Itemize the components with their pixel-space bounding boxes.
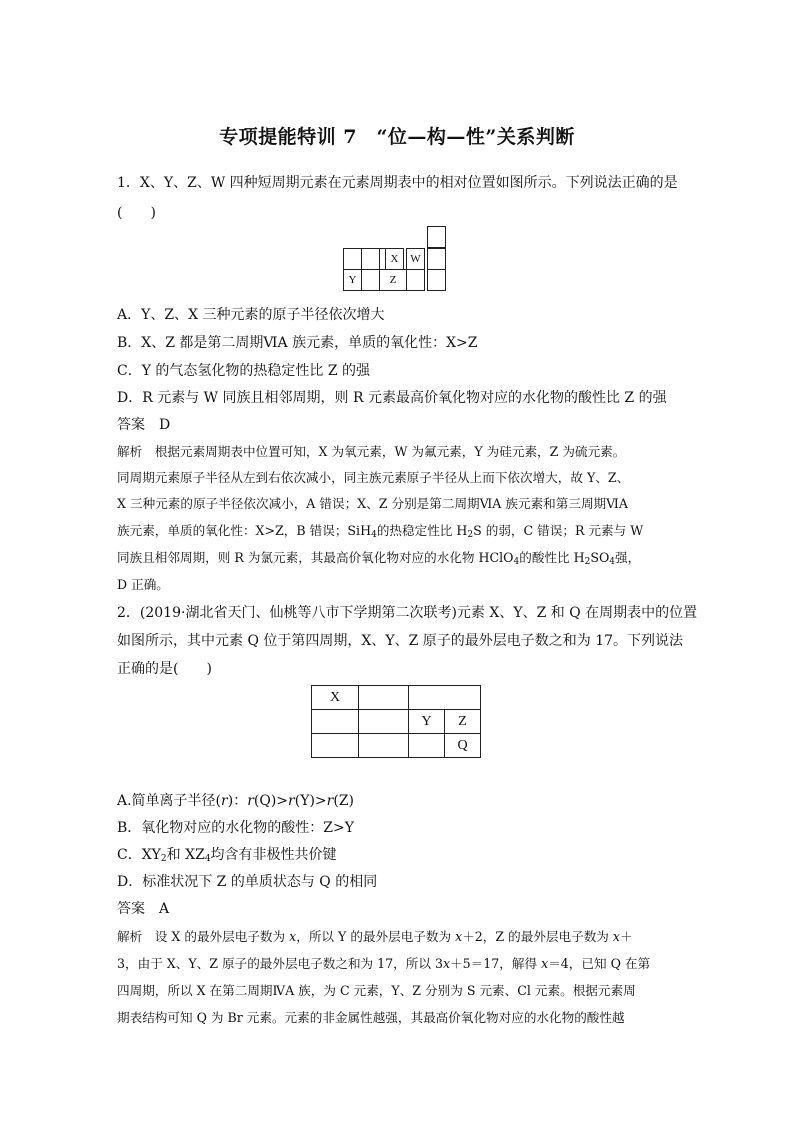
- q1-cell-x: X: [385, 248, 404, 270]
- q1-option-b: B．X、Z 都是第二周期ⅥA 族元素，单质的氧化性：X>Z: [117, 335, 478, 351]
- q2-cell-x: X: [311, 685, 359, 710]
- q2-explanation-line1: 解析 设 X 的最外层电子数为 x，所以 Y 的最外层电子数为 x＋2，Z 的最外层电子数为 x＋: [117, 929, 633, 944]
- q1-cell-empty: [406, 269, 425, 291]
- q2-stem-line2: 如图所示，其中元素 Q 位于第四周期，X、Y、Z 原子的最外层电子数之和为 17。下列说法: [117, 633, 684, 649]
- q1-cell-empty: [427, 269, 446, 291]
- q2-cell-empty: [358, 685, 409, 710]
- q1-stem-line1: 1．X、Y、Z、W 四种短周期元素在元素周期表中的相对位置如图所示。下列说法正确的是: [117, 175, 678, 191]
- q1-cell-empty: [361, 269, 380, 291]
- q2-cell-empty: [358, 733, 409, 758]
- q2-explanation-line2: 3，由于 X、Y、Z 原子的最外层电子数之和为 17，所以 3x＋5＝17，解得 x＝4，已知 Q 在第: [117, 956, 651, 971]
- q2-explanation-line3: 四周期，所以 X 在第二周期ⅣA 族，为 C 元素，Y、Z 分别为 S 元素、Cl 元素。根据元素周: [117, 983, 636, 998]
- q2-cell-empty: [358, 709, 409, 734]
- q2-cell-empty: [408, 685, 481, 710]
- q1-explanation-line2: 同周期元素原子半径从左到右依次减小，同主族元素原子半径从上而下依次增大，故 Y、Z、: [117, 470, 630, 485]
- q1-option-c: C．Y 的气态氢化物的热稳定性比 Z 的强: [117, 363, 371, 379]
- q2-option-d: D．标准状况下 Z 的单质状态与 Q 的相同: [117, 874, 378, 890]
- q1-answer: 答案 D: [117, 417, 171, 433]
- q1-cell-w: W: [406, 248, 425, 270]
- page-title: 专项提能特训 7 “位—构—性”关系判断: [219, 126, 575, 148]
- q1-explanation-line1: 解析 根据元素周期表中位置可知，X 为氧元素，W 为氟元素，Y 为硅元素，Z 为硫元素。: [117, 444, 626, 459]
- q1-stem-line2: ( ): [117, 205, 156, 221]
- q2-cell-q: Q: [444, 733, 481, 758]
- q1-explanation-line6: D 正确。: [117, 577, 169, 592]
- q1-cell-y: Y: [343, 269, 362, 291]
- q1-explanation-line4: 族元素，单质的氧化性：X>Z，B 错误；SiH$_4$的热稳定性比 $H_2S$ 的弱，C 错误；R 元素与 W: [117, 523, 644, 540]
- q2-answer: 答案 A: [117, 901, 170, 917]
- q1-cell-z: Z: [379, 269, 407, 291]
- q2-explanation-line4: 期表结构可知 Q 为 Br 元素。元素的非金属性越强，其最高价氧化物对应的水化物的酸性越: [117, 1010, 625, 1025]
- q2-cell-empty: [311, 733, 359, 758]
- q2-stem-line1: 2．(2019·湖北省天门、仙桃等八市下学期第二次联考)元素 X、Y、Z 和 Q 在周期表中的位置: [117, 605, 698, 621]
- q1-cell-empty: [427, 226, 446, 248]
- q2-stem-line3: 正确的是( ): [117, 661, 212, 677]
- q1-explanation-line3: X 三种元素的原子半径依次减小，A 错误；X、Z 分别是第二周期ⅥA 族元素和第三周期ⅥA: [117, 496, 628, 511]
- q2-cell-empty: [311, 709, 359, 734]
- q2-cell-y: Y: [408, 709, 445, 734]
- q2-option-a: A.简单离子半径(r)：r(Q)>r(Y)>r(Z): [117, 793, 355, 809]
- q1-cell-spacer: [379, 248, 386, 270]
- q1-explanation-line5: 同族且相邻周期，则 R 为氯元素，其最高价氧化物对应的水化物 HClO$_4$的酸性比 $H_2SO_4$强，: [117, 550, 641, 567]
- q1-option-a: A．Y、Z、X 三种元素的原子半径依次增大: [117, 307, 385, 323]
- q2-cell-z: Z: [444, 709, 481, 734]
- q2-cell-empty: [408, 733, 445, 758]
- q1-option-d: D．R 元素与 W 同族且相邻周期，则 R 元素最高价氧化物对应的水化物的酸性比 Z 的强: [117, 390, 667, 406]
- q1-cell-empty: [427, 248, 446, 270]
- q2-option-b: B．氧化物对应的水化物的酸性：Z>Y: [117, 820, 354, 836]
- q1-cell-empty: [343, 248, 362, 270]
- q2-option-c: C．$XY_2$和 $XZ_4$均含有非极性共价键: [117, 847, 337, 864]
- q1-cell-empty: [361, 248, 380, 270]
